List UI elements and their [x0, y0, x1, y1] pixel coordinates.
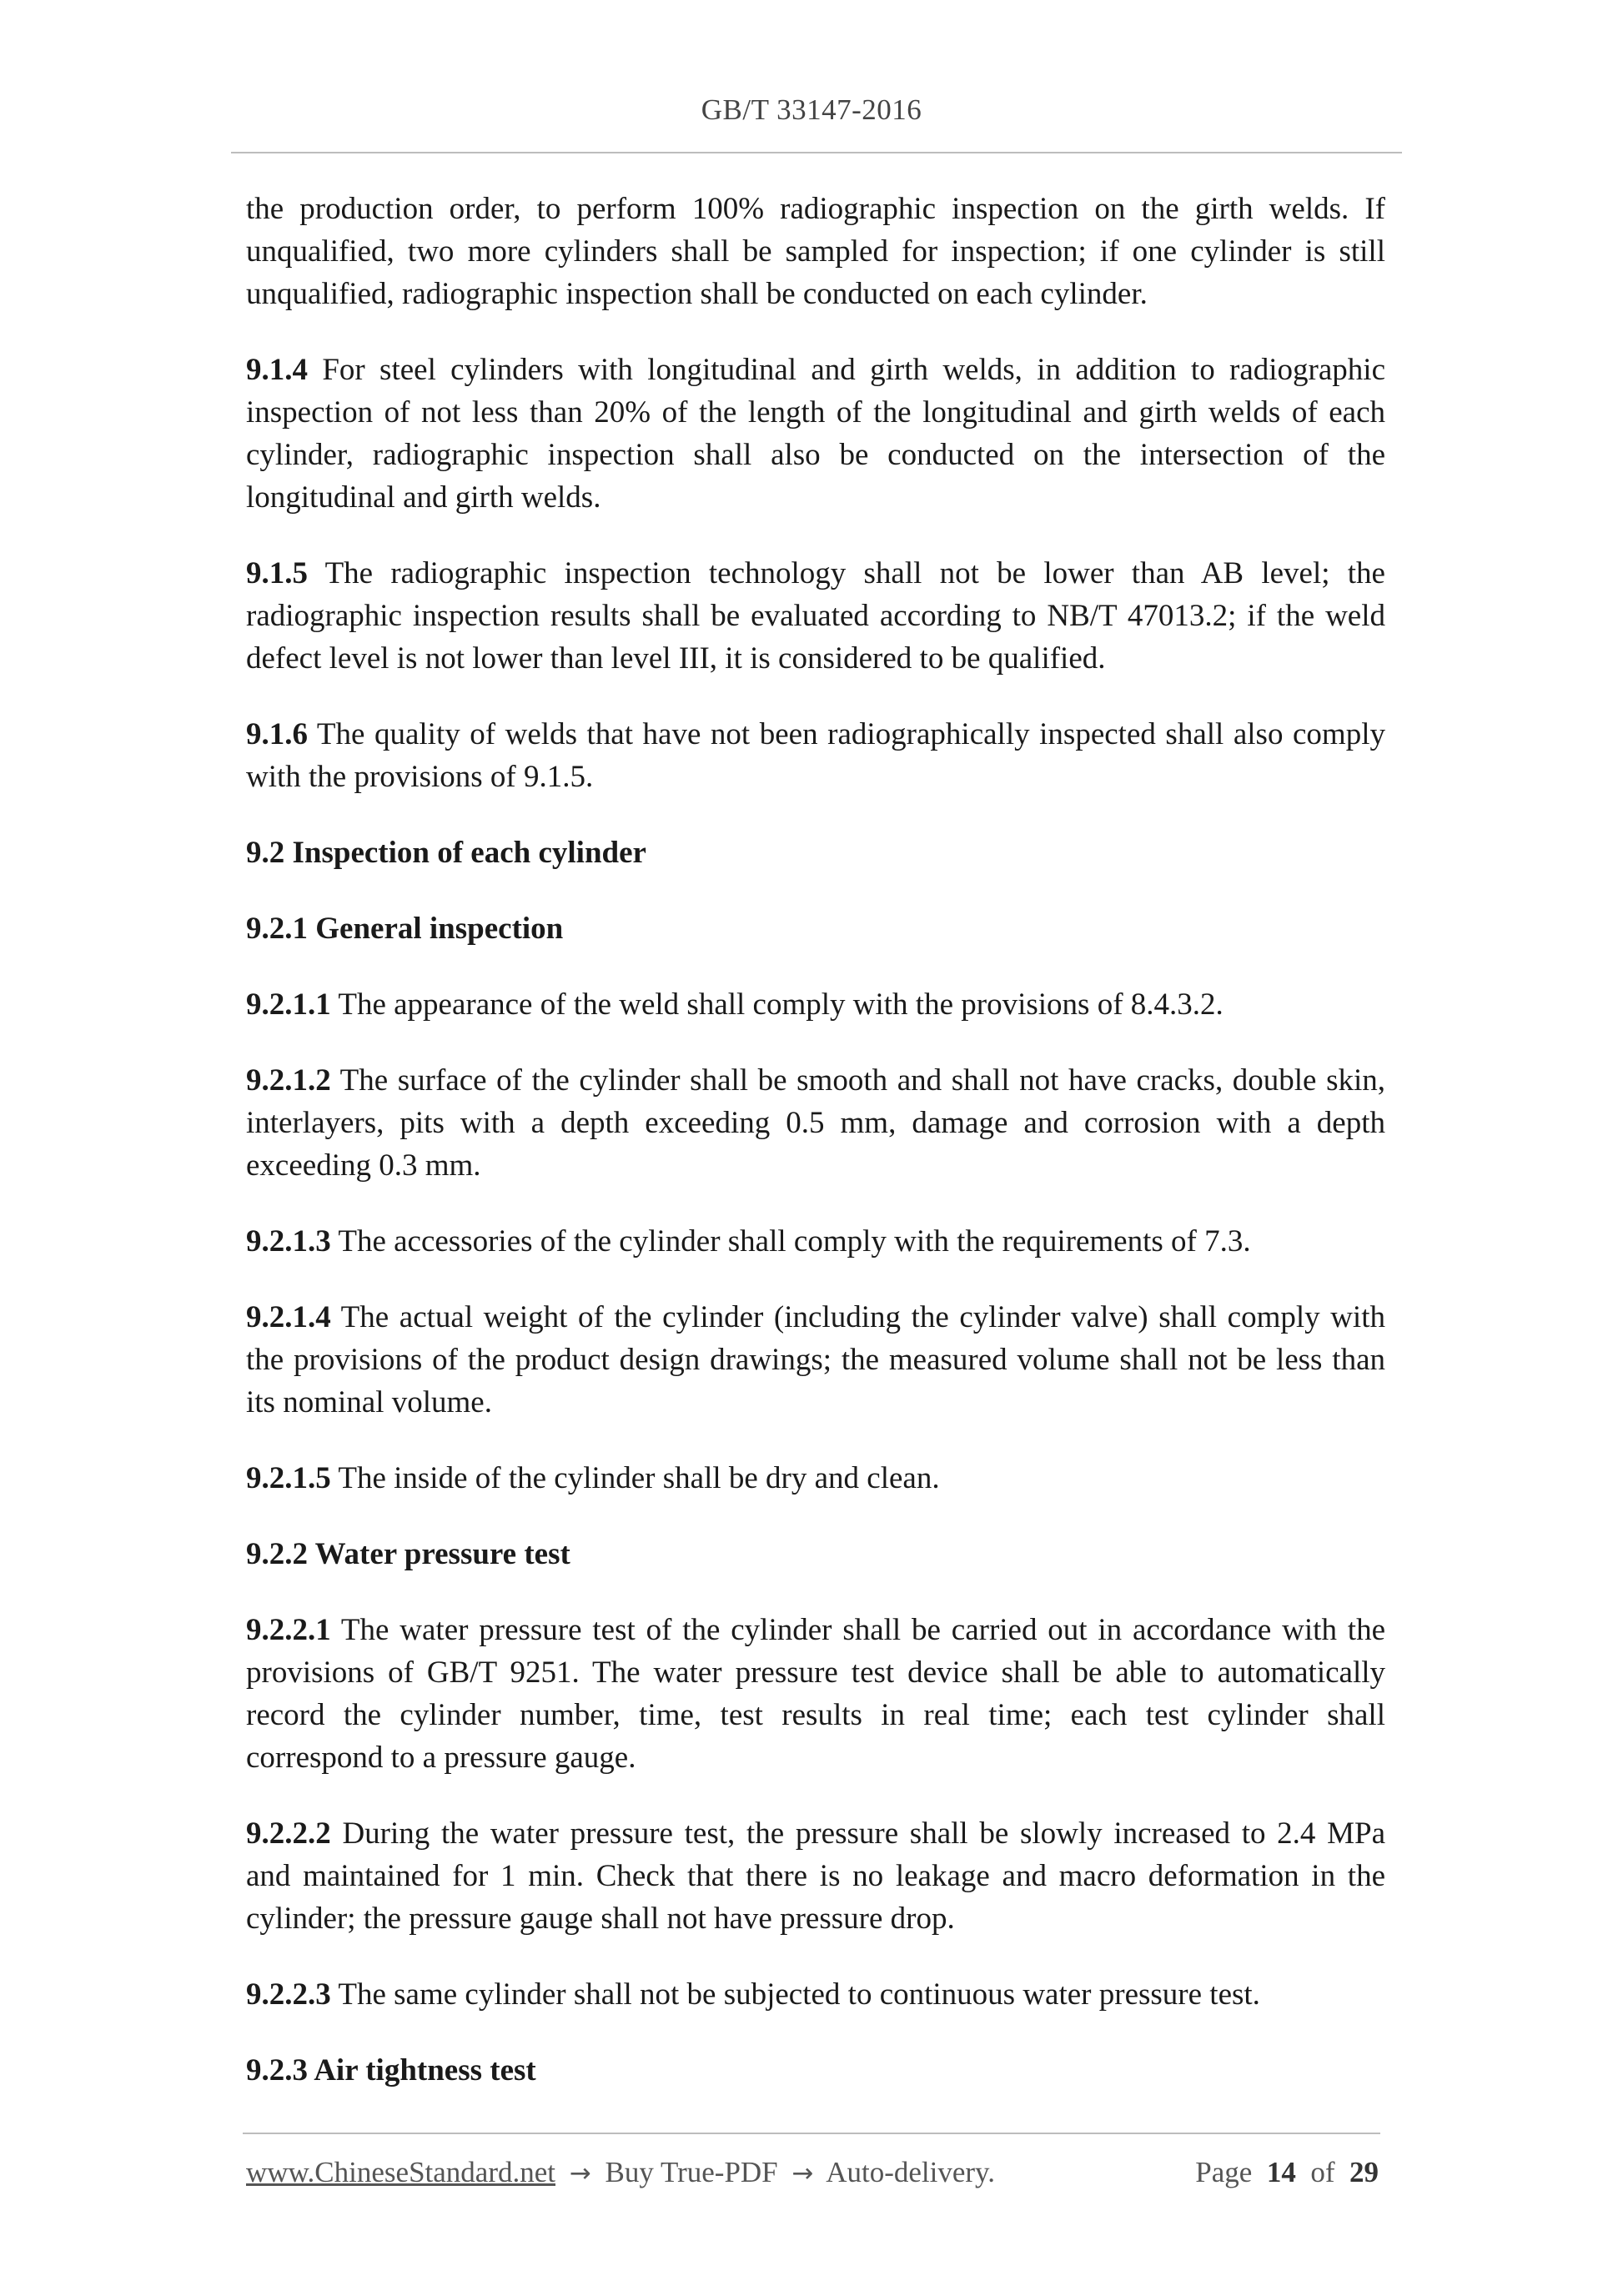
document-body: [246, 188, 1385, 2125]
clause-text: The appearance of the weld shall comply with the provisions of 8.4.3.2.: [338, 987, 1224, 1022]
clause-number: 9.2.1.4: [246, 1300, 331, 1334]
header-divider: [231, 152, 1402, 153]
site-link[interactable]: www.ChineseStandard.net: [246, 2156, 555, 2188]
page-number: [1195, 2156, 1379, 2189]
arrow-right-icon: →: [791, 2158, 814, 2188]
footer-divider: [243, 2133, 1380, 2134]
clause-9-2-2-3: [246, 1973, 1385, 2016]
document-header: GB/T 33147-2016: [701, 93, 922, 126]
clause-number: 9.2.1.2: [246, 1063, 331, 1098]
clause-text: The water pressure test of the cylinder shall be carried out in accordance with the provisions of GB/T 9251. The water pressure test device shall be able to automatically record the cylinder number, time, test results in real time; each test cylinder shall correspond to a pressure gauge.: [246, 1613, 1385, 1775]
page-label: Page: [1195, 2156, 1253, 2188]
section-heading-9-2-2: 9.2.2 Water pressure test: [246, 1537, 570, 1571]
current-page: 14: [1266, 2156, 1296, 2188]
section-heading-9-2: 9.2 Inspection of each cylinder: [246, 836, 646, 870]
clause-9-1-6: [246, 713, 1385, 798]
clause-number: 9.1.5: [246, 556, 308, 590]
clause-9-1-4: [246, 349, 1385, 519]
paragraph: [246, 188, 1385, 315]
arrow-right-icon: →: [569, 2158, 591, 2188]
clause-number: 9.2.2.3: [246, 1977, 331, 2012]
clause-text: The surface of the cylinder shall be smooth and shall not have cracks, double skin, interlayers, pits with a depth exceeding 0.5 mm, damage and corrosion with a depth exceeding 0.3 mm.: [246, 1063, 1385, 1183]
clause-9-2-1-4: [246, 1296, 1385, 1424]
clause-text: The actual weight of the cylinder (including the cylinder valve) shall comply with the provisions of the product design drawings; the measured volume shall not be less than its nominal volume.: [246, 1300, 1385, 1419]
clause-number: 9.1.4: [246, 353, 308, 387]
clause-text: The same cylinder shall not be subjected to continuous water pressure test.: [338, 1977, 1260, 2012]
of-label: of: [1310, 2156, 1335, 2188]
clause-9-2-1-1: [246, 983, 1385, 1026]
clause-9-2-1-3: [246, 1220, 1385, 1263]
clause-number: 9.2.2.2: [246, 1816, 331, 1851]
clause-number: 9.2.1.5: [246, 1461, 331, 1495]
clause-9-2-1-2: [246, 1059, 1385, 1187]
clause-number: 9.2.1.1: [246, 987, 331, 1022]
clause-9-2-1-5: [246, 1457, 1385, 1500]
footer-promo: [246, 2156, 995, 2189]
clause-text: During the water pressure test, the pressure shall be slowly increased to 2.4 MPa and maintained for 1 min. Check that there is no leakage and macro deformation in the cylinder; the pressure gauge shall not have pressure drop.: [246, 1816, 1385, 1936]
clause-number: 9.1.6: [246, 717, 308, 751]
clause-text: The inside of the cylinder shall be dry and clean.: [338, 1461, 940, 1495]
auto-delivery-text: Auto-delivery.: [826, 2156, 996, 2188]
clause-number: 9.2.2.1: [246, 1613, 331, 1647]
clause-text: The radiographic inspection technology shall not be lower than AB level; the radiographic inspection results shall be evaluated according to NB/T 47013.2; if the weld defect level is not lower than level III, it is considered to be qualified.: [246, 556, 1385, 676]
total-pages: 29: [1349, 2156, 1379, 2188]
clause-text: The accessories of the cylinder shall comply with the requirements of 7.3.: [338, 1224, 1251, 1259]
clause-number: 9.2.1.3: [246, 1224, 331, 1259]
section-heading-9-2-3: 9.2.3 Air tightness test: [246, 2053, 536, 2088]
buy-true-pdf-text: Buy True-PDF: [605, 2156, 778, 2188]
section-heading-9-2-1: 9.2.1 General inspection: [246, 912, 564, 946]
clause-9-2-2-2: [246, 1812, 1385, 1940]
page-footer: [246, 2156, 1379, 2189]
clause-9-1-5: [246, 552, 1385, 680]
clause-text: For steel cylinders with longitudinal and girth welds, in addition to radiographic inspection of not less than 20% of the length of the longitudinal and girth welds of each cylinder, radiographic inspection shall also be conducted on the intersection of the longitudinal and girth welds.: [246, 353, 1386, 515]
clause-text: The quality of welds that have not been radiographically inspected shall also comply with the provisions of 9.1.5.: [246, 717, 1385, 794]
clause-9-2-2-1: [246, 1609, 1385, 1779]
paragraph-text: the production order, to perform 100% radiographic inspection on the girth welds. If unqualified, two more cylinders shall be sampled for inspection; if one cylinder is still unqualified, radiographic inspection shall be conducted on each cylinder.: [246, 192, 1385, 311]
